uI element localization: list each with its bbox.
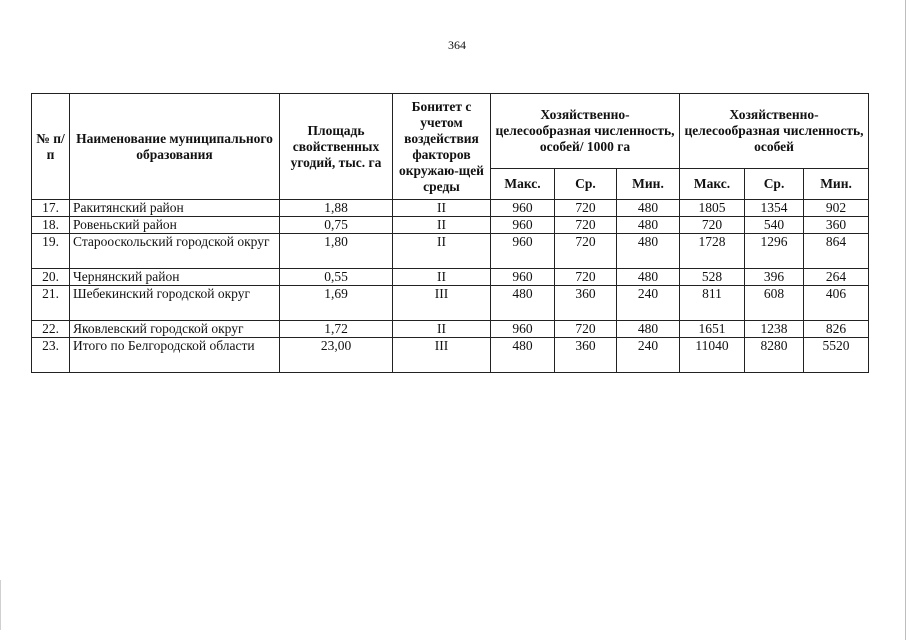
row-area: 0,55 xyxy=(280,269,393,286)
scan-edge-line xyxy=(905,0,906,640)
row-area: 0,75 xyxy=(280,217,393,234)
row-density-avg: 360 xyxy=(555,338,617,373)
row-name: Чернянский район xyxy=(70,269,280,286)
row-count-max: 811 xyxy=(680,286,745,321)
row-count-max: 1805 xyxy=(680,200,745,217)
header-area: Площадь свойственных угодий, тыс. га xyxy=(280,94,393,200)
row-count-avg: 8280 xyxy=(745,338,804,373)
header-density-group: Хозяйственно-целесообразная численность, особей/ 1000 га xyxy=(491,94,680,169)
row-num: 23. xyxy=(32,338,70,373)
row-count-min: 5520 xyxy=(804,338,869,373)
row-density-avg: 720 xyxy=(555,217,617,234)
row-count-max: 1651 xyxy=(680,321,745,338)
row-count-max: 528 xyxy=(680,269,745,286)
row-count-min: 864 xyxy=(804,234,869,269)
row-bonitet: II xyxy=(393,217,491,234)
row-num: 17. xyxy=(32,200,70,217)
row-count-min: 902 xyxy=(804,200,869,217)
page-number: 364 xyxy=(448,38,466,52)
row-count-avg: 540 xyxy=(745,217,804,234)
row-density-max: 960 xyxy=(491,200,555,217)
row-count-max: 1728 xyxy=(680,234,745,269)
row-area: 23,00 xyxy=(280,338,393,373)
row-count-min: 826 xyxy=(804,321,869,338)
table-row xyxy=(32,234,869,269)
row-name: Ракитянский район xyxy=(70,200,280,217)
row-density-min: 480 xyxy=(617,217,680,234)
row-count-avg: 608 xyxy=(745,286,804,321)
header-count-group: Хозяйственно-целесообразная численность, особей xyxy=(680,94,869,169)
row-density-avg: 720 xyxy=(555,200,617,217)
row-density-max: 960 xyxy=(491,234,555,269)
table-row-total xyxy=(32,338,869,373)
header-density-min: Мин. xyxy=(617,169,680,200)
header-num: № п/п xyxy=(32,94,70,200)
row-num: 22. xyxy=(32,321,70,338)
header-count-max: Макс. xyxy=(680,169,745,200)
row-count-max: 720 xyxy=(680,217,745,234)
header-density-max: Макс. xyxy=(491,169,555,200)
row-area: 1,88 xyxy=(280,200,393,217)
table-row xyxy=(32,200,869,217)
row-bonitet: II xyxy=(393,200,491,217)
header-name: Наименование муниципального образования xyxy=(70,94,280,200)
row-name: Шебекинский городской округ xyxy=(70,286,280,321)
row-bonitet: III xyxy=(393,338,491,373)
row-density-min: 240 xyxy=(617,286,680,321)
header-count-min: Мин. xyxy=(804,169,869,200)
row-count-avg: 396 xyxy=(745,269,804,286)
row-num: 18. xyxy=(32,217,70,234)
row-bonitet: II xyxy=(393,321,491,338)
table-row xyxy=(32,286,869,321)
row-bonitet: II xyxy=(393,269,491,286)
table-row xyxy=(32,217,869,234)
row-area: 1,69 xyxy=(280,286,393,321)
row-name: Яковлевский городской округ xyxy=(70,321,280,338)
row-num: 19. xyxy=(32,234,70,269)
row-num: 20. xyxy=(32,269,70,286)
row-density-min: 480 xyxy=(617,269,680,286)
row-density-max: 960 xyxy=(491,269,555,286)
header-bonitet: Бонитет с учетом воздействия факторов окружаю-щей среды xyxy=(393,94,491,200)
row-density-min: 480 xyxy=(617,200,680,217)
row-density-avg: 720 xyxy=(555,269,617,286)
header-density-avg: Ср. xyxy=(555,169,617,200)
table-row xyxy=(32,321,869,338)
row-area: 1,72 xyxy=(280,321,393,338)
row-name: Итого по Белгородской области xyxy=(70,338,280,373)
table-row xyxy=(32,269,869,286)
row-bonitet: III xyxy=(393,286,491,321)
row-count-avg: 1296 xyxy=(745,234,804,269)
row-num: 21. xyxy=(32,286,70,321)
row-count-min: 360 xyxy=(804,217,869,234)
row-density-max: 480 xyxy=(491,286,555,321)
row-density-min: 240 xyxy=(617,338,680,373)
row-density-avg: 720 xyxy=(555,321,617,338)
row-density-min: 480 xyxy=(617,321,680,338)
row-count-max: 11040 xyxy=(680,338,745,373)
scan-edge-mark xyxy=(0,580,1,630)
row-density-avg: 360 xyxy=(555,286,617,321)
row-density-max: 960 xyxy=(491,217,555,234)
row-count-min: 406 xyxy=(804,286,869,321)
row-count-avg: 1354 xyxy=(745,200,804,217)
game-population-table xyxy=(31,93,869,373)
row-count-avg: 1238 xyxy=(745,321,804,338)
header-count-avg: Ср. xyxy=(745,169,804,200)
row-name: Старооскольский городской округ xyxy=(70,234,280,269)
row-count-min: 264 xyxy=(804,269,869,286)
row-bonitet: II xyxy=(393,234,491,269)
row-density-max: 480 xyxy=(491,338,555,373)
row-name: Ровеньский район xyxy=(70,217,280,234)
row-density-avg: 720 xyxy=(555,234,617,269)
row-density-max: 960 xyxy=(491,321,555,338)
row-area: 1,80 xyxy=(280,234,393,269)
row-density-min: 480 xyxy=(617,234,680,269)
